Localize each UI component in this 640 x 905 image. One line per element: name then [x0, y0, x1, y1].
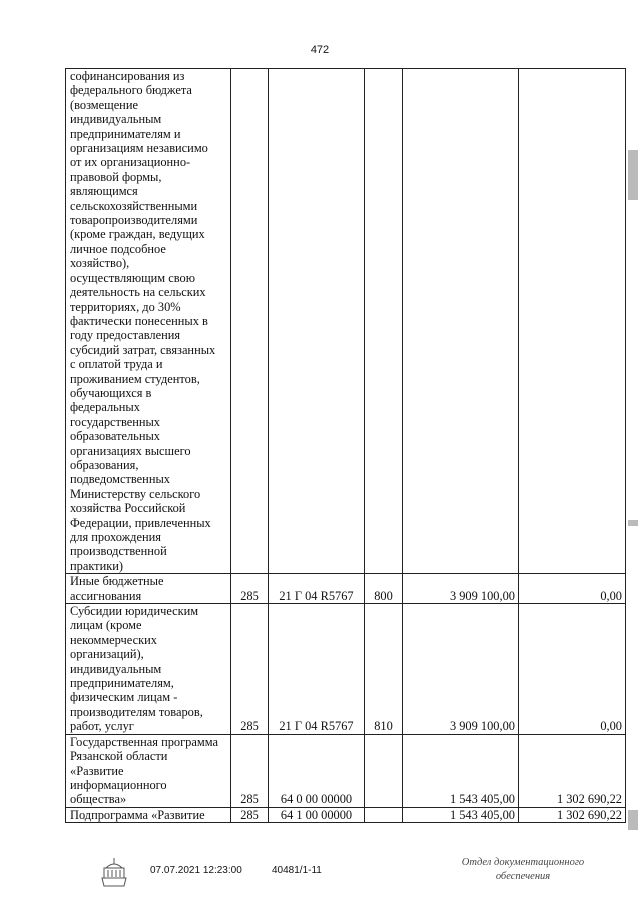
table-cell-sum-plan: 3 909 100,00	[403, 604, 519, 735]
scan-edge-mark	[628, 810, 638, 830]
table-cell-name: Иные бюджетные ассигнования	[66, 574, 231, 604]
table-cell-csr: 64 0 00 00000	[269, 734, 365, 807]
table-cell-sum-fact: 0,00	[519, 604, 626, 735]
table-row	[66, 69, 626, 574]
table-cell-csr: 64 1 00 00000	[269, 807, 365, 822]
table-cell-grbs	[231, 69, 269, 574]
stamp-text: Отдел документационного обеспечения	[461, 857, 585, 882]
scan-edge-mark	[628, 150, 638, 200]
table-cell-name: Подпрограмма «Развитие	[66, 807, 231, 822]
table-cell-sum-plan: 3 909 100,00	[403, 574, 519, 604]
table-cell-name: софинансирования из федерального бюджета (возмещение индивидуальным предпринимателям и организациям независимо от их организационно- правовой формы, являющимся сельскохозяйственными товаропроизводителями (кроме граждан, ведущих личное подсобное хозяйство), осуществляющим свою деятельность на сельских территориях, до 30% фактически понесенных в году предоставления субсидий затрат, связанных с оплатой труда и проживанием студентов, обучающихся в федеральных государственных образовательных организациях высшего образования, подведомственных Министерству сельского хозяйства Российской Федерации, привлеченных для прохождения производственной практики)	[66, 69, 231, 574]
table-cell-grbs: 285	[231, 807, 269, 822]
table-cell-sum-fact: 0,00	[519, 574, 626, 604]
table-cell-sum-fact	[519, 69, 626, 574]
table-cell-grbs: 285	[231, 734, 269, 807]
budget-table	[65, 68, 626, 823]
footer-doc-number: 40481/1-11	[272, 865, 322, 876]
table-cell-csr	[269, 69, 365, 574]
table-cell-name: Субсидии юридическим лицам (кроме некоммерческих организаций), индивидуальным предпринимателям, физическим лицам - производителям товаров, работ, услуг	[66, 604, 231, 735]
table-cell-name: Государственная программа Рязанской области «Развитие информационного общества»	[66, 734, 231, 807]
table-cell-grbs: 285	[231, 574, 269, 604]
table-cell-grbs: 285	[231, 604, 269, 735]
table-cell-vr	[365, 734, 403, 807]
department-stamp	[448, 856, 598, 884]
table-row	[66, 604, 626, 735]
table-row	[66, 734, 626, 807]
table-cell-csr: 21 Г 04 R5767	[269, 604, 365, 735]
page-number: 472	[310, 44, 330, 56]
table-cell-vr	[365, 807, 403, 822]
table-cell-sum-plan: 1 543 405,00	[403, 734, 519, 807]
table-row	[66, 574, 626, 604]
table-cell-vr: 800	[365, 574, 403, 604]
table-cell-sum-plan: 1 543 405,00	[403, 807, 519, 822]
scan-edge-mark	[628, 520, 638, 526]
table-cell-sum-fact: 1 302 690,22	[519, 807, 626, 822]
footer-date: 07.07.2021 12:23:00	[150, 865, 242, 876]
table-cell-vr: 810	[365, 604, 403, 735]
table-cell-sum-plan	[403, 69, 519, 574]
table-cell-vr	[365, 69, 403, 574]
table-row	[66, 807, 626, 822]
table-cell-sum-fact: 1 302 690,22	[519, 734, 626, 807]
emblem-logo	[96, 856, 132, 890]
table-cell-csr: 21 Г 04 R5767	[269, 574, 365, 604]
